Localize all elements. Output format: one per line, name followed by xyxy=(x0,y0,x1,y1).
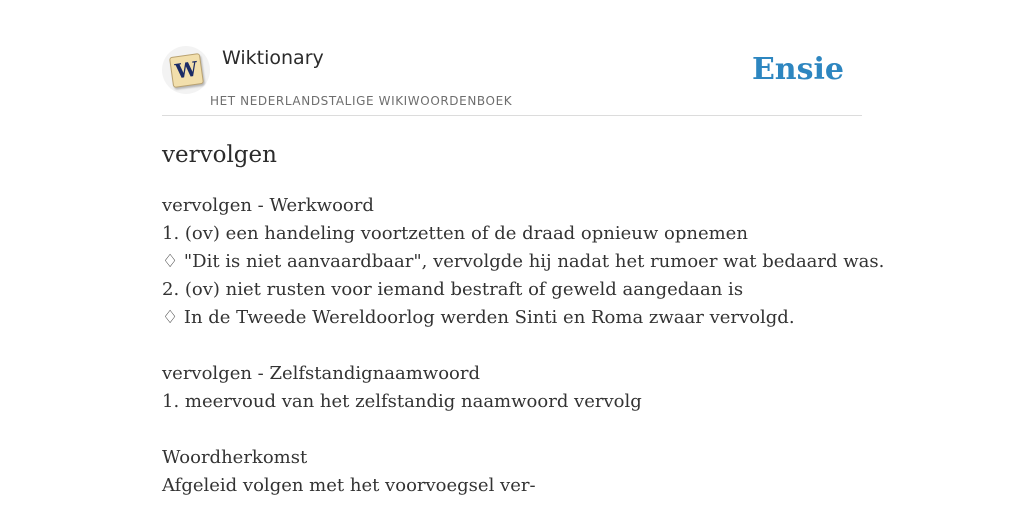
header-divider xyxy=(162,115,862,116)
page xyxy=(162,0,885,512)
definition-line: 1. meervoud van het zelfstandig naamwoord vervolg xyxy=(162,391,642,412)
w-tile-icon xyxy=(169,53,204,88)
logo-letter: W xyxy=(173,56,200,84)
page-title: vervolgen xyxy=(162,142,277,168)
site-tagline: HET NEDERLANDSTALIGE WIKIWOORDENBOEK xyxy=(210,94,513,108)
entry-content xyxy=(162,192,885,500)
section-spacer xyxy=(162,332,862,360)
wiktionary-logo[interactable] xyxy=(162,46,210,94)
section-heading: vervolgen - Zelfstandignaamwoord xyxy=(162,363,480,384)
definition-line: 1. (ov) een handeling voortzetten of de draad opnieuw opnemen xyxy=(162,223,748,244)
example-line: ♢ In de Tweede Wereldoorlog werden Sinti en Roma zwaar vervolgd. xyxy=(162,307,795,328)
etymology-line: Afgeleid volgen met het voorvoegsel ver- xyxy=(162,475,536,496)
section-spacer xyxy=(162,416,862,444)
section-heading: vervolgen - Werkwoord xyxy=(162,195,374,216)
definition-line: 2. (ov) niet rusten voor iemand bestraft of geweld aangedaan is xyxy=(162,279,744,300)
site-title[interactable]: Wiktionary xyxy=(222,47,324,69)
example-line: ♢ "Dit is niet aanvaardbaar", vervolgde hij nadat het rumoer wat bedaard was. xyxy=(162,251,885,272)
ensie-logo[interactable]: Ensie xyxy=(751,52,844,87)
section-heading: Woordherkomst xyxy=(162,447,308,468)
